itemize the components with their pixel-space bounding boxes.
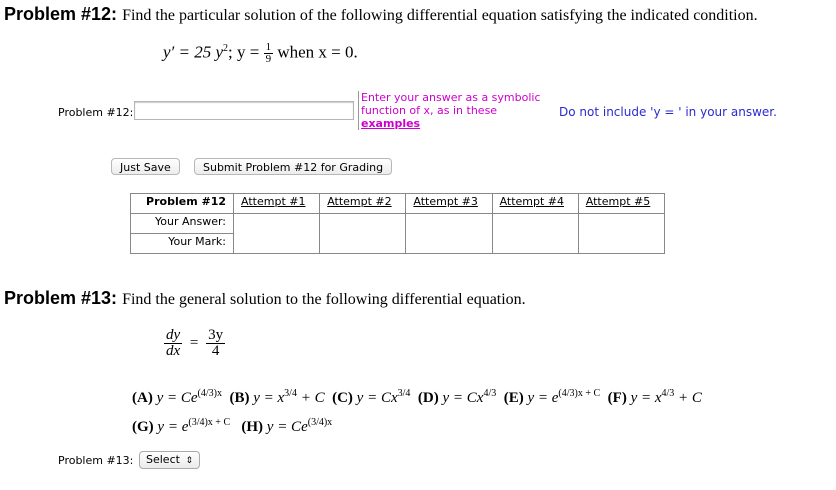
select-value: Select xyxy=(146,453,180,466)
option-b-sup: 3/4 xyxy=(284,388,297,399)
option-c-sup: 3/4 xyxy=(397,388,411,399)
just-save-button[interactable]: Just Save xyxy=(111,158,180,175)
examples-link[interactable]: examples xyxy=(361,117,421,130)
eq-sep: ; y = xyxy=(228,42,260,62)
your-answer-label: Your Answer: xyxy=(131,214,234,234)
option-f xyxy=(608,390,702,406)
option-c xyxy=(332,390,410,406)
option-f-sup: 4/3 xyxy=(661,388,675,399)
problem-12-heading xyxy=(4,4,758,25)
eq13-lhs-den: dx xyxy=(166,343,181,359)
option-d-text: y = Cx xyxy=(442,390,484,406)
attempt-3-header[interactable]: Attempt #3 xyxy=(406,194,492,214)
attempt-2-header[interactable]: Attempt #2 xyxy=(320,194,406,214)
problem-12-title: Problem #12: xyxy=(4,4,118,24)
option-e-text: y = e xyxy=(527,390,559,406)
your-mark-label: Your Mark: xyxy=(131,234,234,254)
option-a xyxy=(132,390,222,406)
attempts-problem-header: Problem #12 xyxy=(131,194,234,214)
problem-12-answer-input[interactable] xyxy=(134,101,354,120)
option-e xyxy=(504,390,600,406)
attempt-4-cell xyxy=(492,214,578,254)
attempt-5-header[interactable]: Attempt #5 xyxy=(578,194,664,214)
answer-hint xyxy=(358,91,541,130)
option-c-label: (C) xyxy=(332,390,353,406)
eq-tail: when x = 0. xyxy=(277,42,358,62)
hint-line-1: Enter your answer as a symbolic xyxy=(361,91,541,104)
problem-12-description: Find the particular solution of the following differential equation satisfying the indicated condition. xyxy=(122,7,758,24)
option-b-after: + C xyxy=(296,390,325,406)
your-answer-row xyxy=(131,214,665,234)
option-d-sup: 4/3 xyxy=(483,388,497,399)
attempt-3-cell xyxy=(406,214,492,254)
option-g xyxy=(132,419,230,435)
problem-13-title: Problem #13: xyxy=(4,288,118,308)
select-arrows-icon: ⇕ xyxy=(185,456,193,466)
option-a-text: y = Ce xyxy=(156,390,198,406)
option-b-text: y = x xyxy=(253,390,285,406)
answer-note: Do not include 'y = ' in your answer. xyxy=(559,105,777,119)
eq13-rhs xyxy=(206,328,225,359)
option-f-label: (F) xyxy=(607,390,627,406)
option-a-label: (A) xyxy=(132,390,153,406)
attempt-1-cell xyxy=(234,214,320,254)
option-e-sup: (4/3)x + C xyxy=(558,388,601,399)
eq13-rhs-den: 4 xyxy=(211,343,220,359)
option-g-sup: (3/4)x + C xyxy=(188,417,231,428)
hint-line-2: function of x, as in these xyxy=(361,104,498,117)
attempts-table xyxy=(130,193,665,254)
attempt-5-cell xyxy=(578,214,664,254)
option-c-text: y = Cx xyxy=(356,390,398,406)
option-d-label: (D) xyxy=(417,390,439,406)
eq-power: 2 xyxy=(223,42,229,54)
options-line-2 xyxy=(132,417,332,436)
option-f-after: + C xyxy=(674,390,702,406)
eq-frac-den: 9 xyxy=(265,53,272,65)
option-b-label: (B) xyxy=(229,390,250,406)
problem-13-equation xyxy=(164,328,225,359)
option-b xyxy=(229,390,324,406)
option-d xyxy=(418,390,496,406)
submit-grading-button[interactable]: Submit Problem #12 for Grading xyxy=(194,158,392,175)
attempt-2-cell xyxy=(320,214,406,254)
option-g-text: y = e xyxy=(157,419,189,435)
problem-13-select[interactable] xyxy=(139,451,200,469)
option-e-label: (E) xyxy=(503,390,524,406)
option-h xyxy=(241,419,332,435)
option-g-label: (G) xyxy=(132,419,154,435)
eq13-equals: = xyxy=(189,335,199,351)
problem-13-description: Find the general solution to the following differential equation. xyxy=(122,291,526,308)
attempts-header-row xyxy=(131,194,665,214)
eq-fraction xyxy=(264,42,274,65)
problem-12-answer-label: Problem #12: xyxy=(58,106,134,119)
option-a-sup: (4/3)x xyxy=(197,388,222,399)
problem-13-answer-label: Problem #13: xyxy=(58,454,134,467)
eq13-rhs-num: 3y xyxy=(208,327,224,343)
eq-frac-num: 1 xyxy=(265,41,272,53)
eq13-lhs-num: dy xyxy=(166,327,181,343)
attempt-4-header[interactable]: Attempt #4 xyxy=(492,194,578,214)
eq-lhs: y′ = 25 y xyxy=(163,42,224,62)
option-h-sup: (3/4)x xyxy=(307,417,333,428)
eq13-lhs xyxy=(164,328,182,359)
problem-13-heading xyxy=(4,288,526,309)
option-f-text: y = x xyxy=(630,390,662,406)
option-h-text: y = Ce xyxy=(266,419,308,435)
attempt-1-header[interactable]: Attempt #1 xyxy=(234,194,320,214)
option-h-label: (H) xyxy=(241,419,264,435)
options-line-1 xyxy=(132,388,702,407)
problem-12-equation xyxy=(163,42,358,65)
